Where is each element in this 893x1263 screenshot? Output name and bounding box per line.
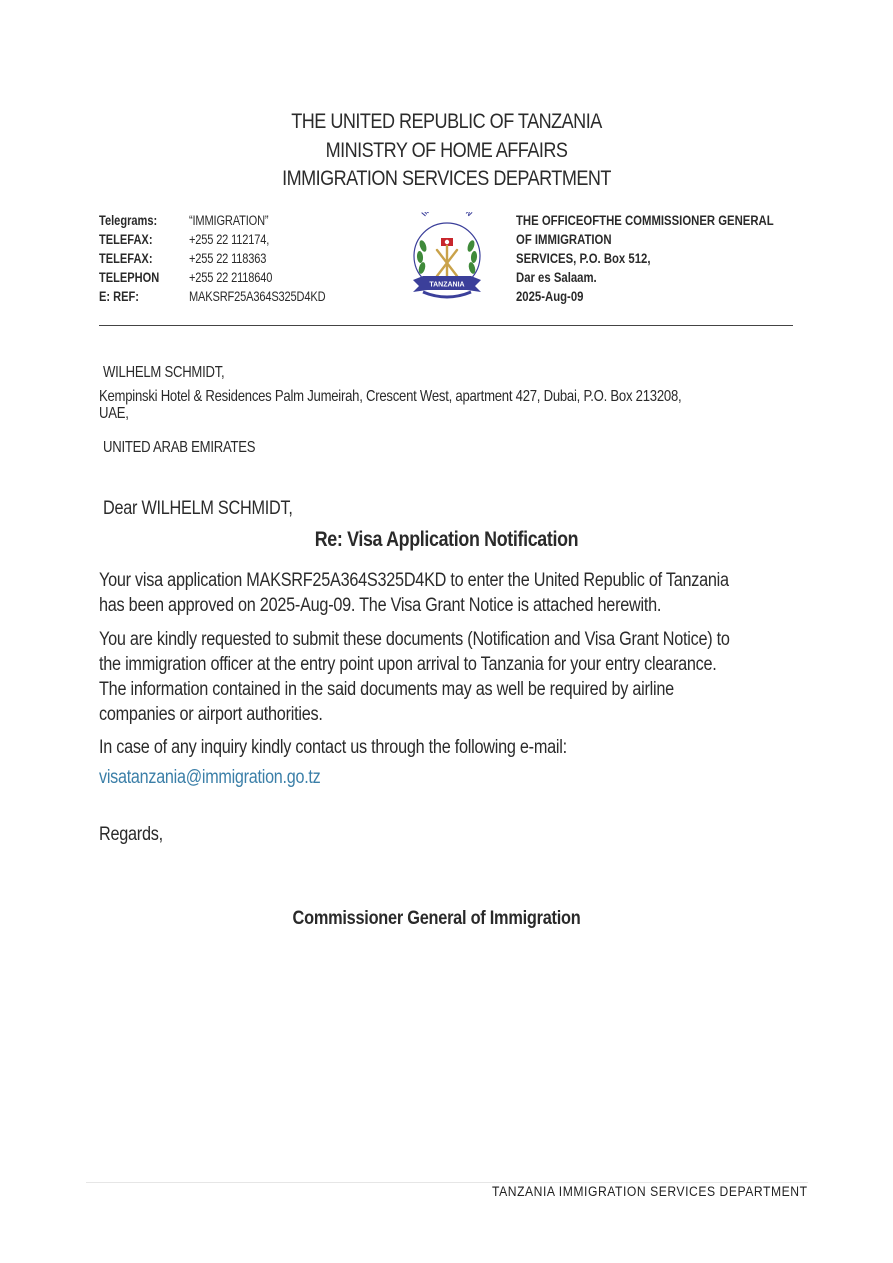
contact-label: TELEFAX: bbox=[99, 232, 153, 247]
paragraph-line: the immigration officer at the entry point upon arrival to Tanzania for your entry clearance. bbox=[99, 654, 717, 675]
header-line-1: THE UNITED REPUBLIC OF TANZANIA bbox=[291, 110, 602, 133]
office-line-3: SERVICES, P.O. Box 512, bbox=[516, 251, 651, 266]
signature-title: Commissioner General of Immigration bbox=[292, 908, 581, 929]
letter-subject: Re: Visa Application Notification bbox=[314, 528, 579, 551]
contact-value: +255 22 112174, bbox=[189, 232, 270, 247]
office-address bbox=[516, 211, 846, 306]
salutation: Dear WILHELM SCHMIDT, bbox=[103, 498, 293, 519]
contact-row-telefax-2 bbox=[99, 249, 355, 268]
contact-value: MAKSRF25A364S325D4KD bbox=[189, 289, 326, 304]
paragraph-line: Your visa application MAKSRF25A364S325D4KD to enter the United Republic of Tanzania bbox=[99, 570, 729, 591]
contact-value: +255 22 118363 bbox=[189, 251, 267, 266]
office-line-2: OF IMMIGRATION bbox=[516, 232, 612, 247]
contact-label: Telegrams: bbox=[99, 213, 158, 228]
contact-value: +255 22 2118640 bbox=[189, 270, 273, 285]
recipient-country: UNITED ARAB EMIRATES bbox=[103, 439, 256, 456]
contact-label: TELEPHON bbox=[99, 270, 160, 285]
contact-value: “IMMIGRATION” bbox=[189, 213, 269, 228]
svg-text:IMMIGRATION: I N bbox=[419, 212, 475, 219]
office-line-1: THE OFFICEOFTHE COMMISSIONER GENERAL bbox=[516, 213, 774, 228]
paragraph-line: You are kindly requested to submit these documents (Notification and Visa Grant Notice) to bbox=[99, 629, 730, 650]
contact-row-reference bbox=[99, 287, 355, 306]
recipient-address-line-2: UAE, bbox=[99, 405, 129, 422]
paragraph-instructions bbox=[99, 627, 800, 727]
paragraph-line: The information contained in the said documents may as well be required by airline bbox=[99, 679, 674, 700]
header-divider bbox=[99, 325, 793, 326]
emblem-ribbon-text: TANZANIA bbox=[429, 281, 465, 289]
contact-label: TELEFAX: bbox=[99, 251, 153, 266]
footer-divider bbox=[86, 1182, 808, 1183]
footer-text: TANZANIA IMMIGRATION SERVICES DEPARTMENT bbox=[492, 1184, 808, 1199]
paragraph-approval bbox=[99, 568, 800, 618]
contact-email-link[interactable]: visatanzania@immigration.go.tz bbox=[99, 767, 321, 788]
closing: Regards, bbox=[99, 824, 163, 845]
immigration-emblem-icon bbox=[409, 212, 485, 302]
paragraph-line: companies or airport authorities. bbox=[99, 704, 323, 725]
contact-details bbox=[99, 211, 355, 306]
contact-row-telegrams bbox=[99, 211, 355, 230]
paragraph-inquiry: In case of any inquiry kindly contact us through the following e-mail: bbox=[99, 737, 567, 758]
paragraph-line: has been approved on 2025-Aug-09. The Visa Grant Notice is attached herewith. bbox=[99, 595, 662, 616]
office-date: 2025-Aug-09 bbox=[516, 289, 584, 304]
contact-row-telefax-1 bbox=[99, 230, 355, 249]
header-line-2: MINISTRY OF HOME AFFAIRS bbox=[325, 139, 568, 162]
contact-label: E: REF: bbox=[99, 289, 139, 304]
office-line-4: Dar es Salaam. bbox=[516, 270, 597, 285]
recipient-address-line-1: Kempinski Hotel & Residences Palm Jumeirah, Crescent West, apartment 427, Dubai, P.O. Box 213208, bbox=[99, 388, 682, 405]
recipient-name: WILHELM SCHMIDT, bbox=[103, 364, 225, 381]
header-line-3: IMMIGRATION SERVICES DEPARTMENT bbox=[282, 167, 611, 190]
contact-row-telephone bbox=[99, 268, 355, 287]
